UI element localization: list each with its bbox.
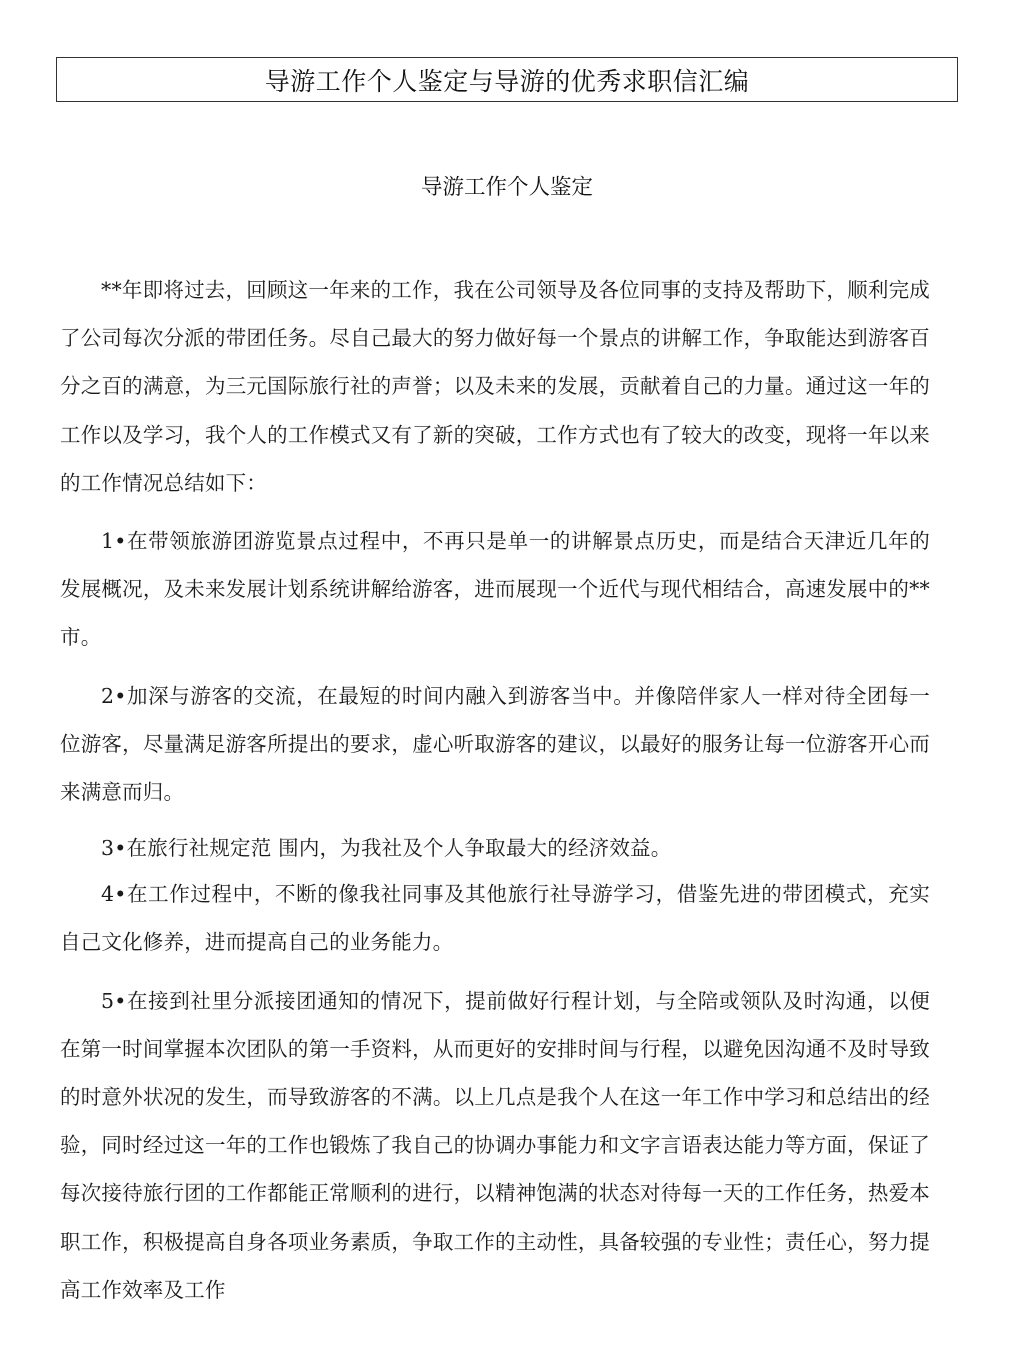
- document-body: [60, 266, 930, 1314]
- paragraph-item-5: 5•在接到社里分派接团通知的情况下，提前做好行程计划，与全陪或领队及时沟通，以便在第一时间掌握本次团队的第一手资料，从而更好的安排时间与行程，以避免因沟通不及时导致的时意外状况的发生，而导致游客的不满。以上几点是我个人在这一年工作中学习和总结出的经验，同时经过这一年的工作也锻炼了我自己的协调办事能力和文字言语表达能力等方面，保证了每次接待旅行团的工作都能正常顺利的进行，以精神饱满的状态对待每一天的工作任务，热爱本职工作，积极提高自身各项业务素质，争取工作的主动性，具备较强的专业性；责任心，努力提高工作效率及工作: [60, 988, 930, 1302]
- section-title: 导游工作个人鉴定: [420, 175, 593, 200]
- paragraph-intro: **年即将过去，回顾这一年来的工作，我在公司领导及各位同事的支持及帮助下，顺利完成了公司每次分派的带团任务。尽自己最大的努力做好每一个景点的讲解工作，争取能达到游客百分之百的满意，为三元国际旅行社的声誉；以及未来的发展，贡献着自己的力量。通过这一年的工作以及学习，我个人的工作模式又有了新的突破，工作方式也有了较大的改变，现将一年以来的工作情况总结如下：: [60, 278, 930, 495]
- paragraph-item-1: 1•在带领旅游团游览景点过程中，不再只是单一的讲解景点历史，而是结合天津近几年的发展概况，及未来发展计划系统讲解给游客，进而展现一个近代与现代相结合，高速发展中的**市。: [60, 529, 930, 650]
- title-box: [56, 57, 958, 102]
- paragraph-item-3: 3•在旅行社规定范 围内，为我社及个人争取最大的经济效益。: [101, 836, 672, 861]
- paragraph-item-4: 4•在工作过程中，不断的像我社同事及其他旅行社导游学习，借鉴先进的带团模式，充实自己文化修养，进而提高自己的业务能力。: [60, 882, 930, 955]
- paragraph-item-2: 2•加深与游客的交流，在最短的时间内融入到游客当中。并像陪伴家人一样对待全团每一位游客，尽量满足游客所提出的要求，虚心听取游客的建议，以最好的服务让每一位游客开心而来满意而归。: [60, 683, 930, 805]
- document-title: 导游工作个人鉴定与导游的优秀求职信汇编: [264, 66, 750, 96]
